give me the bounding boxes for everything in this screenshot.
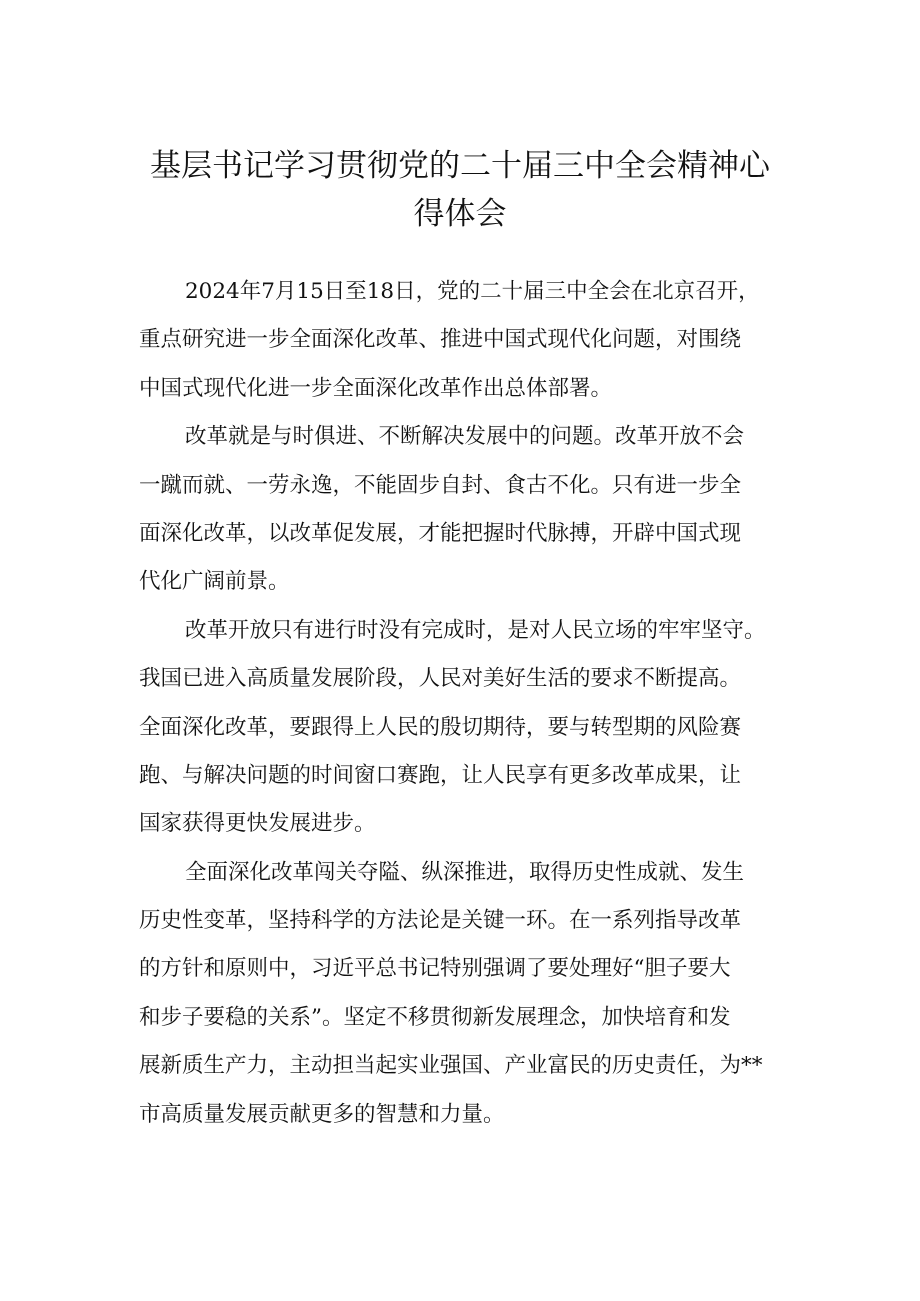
title-line: 基层书记学习贯彻党的二十届三中全会精神心 (150, 148, 770, 184)
paragraph-line: 改革就是与时俱进、不断解决发展中的问题。改革开放不会 (185, 424, 745, 450)
paragraph-line: 中国式现代化进一步全面深化改革作出总体部署。 (139, 375, 613, 401)
paragraph-line: 市高质量发展贡献更多的智慧和力量。 (139, 1101, 505, 1127)
paragraph-line: 全面深化改革，要跟得上人民的殷切期待，要与转型期的风险赛 (139, 714, 742, 740)
paragraph-line: 面深化改革，以改革促发展，才能把握时代脉搏，开辟中国式现 (139, 520, 742, 546)
document-body (139, 268, 799, 1139)
paragraph-line: 代化广阔前景。 (139, 569, 290, 595)
paragraph-2 (139, 413, 799, 607)
paragraph-line: 国家获得更快发展进步。 (139, 811, 376, 837)
paragraph-line: 重点研究进一步全面深化改革、推进中国式现代化问题，对围绕 (139, 327, 742, 353)
paragraph-line: 和步子要稳的关系”。坚定不移贯彻新发展理念，加快培育和发 (139, 1004, 731, 1030)
paragraph-line: 历史性变革，坚持科学的方法论是关键一环。在一系列指导改革 (139, 908, 742, 934)
paragraph-line: 全面深化改革闯关夺隘、纵深推进，取得历史性成就、发生 (185, 859, 745, 885)
paragraph-line: 2024年7月15日至18日，党的二十届三中全会在北京召开， (185, 279, 760, 304)
paragraph-line: 展新质生产力，主动担当起实业强国、产业富民的历史责任，为** (139, 1053, 763, 1079)
paragraph-line: 跑、与解决问题的时间窗口赛跑，让人民享有更多改革成果，让 (139, 762, 742, 788)
document-title (120, 142, 800, 238)
paragraph-line: 一蹴而就、一劳永逸，不能固步自封、食古不化。只有进一步全 (139, 472, 742, 498)
paragraph-line: 改革开放只有进行时没有完成时，是对人民立场的牢牢坚守。 (185, 617, 766, 643)
paragraph-4 (139, 849, 799, 1139)
paragraph-line: 的方针和原则中，习近平总书记特别强调了要处理好“胆子要大 (139, 956, 731, 982)
paragraph-1 (139, 268, 799, 413)
paragraph-3 (139, 607, 799, 849)
paragraph-line: 我国已进入高质量发展阶段，人民对美好生活的要求不断提高。 (139, 666, 742, 692)
title-line: 得体会 (413, 196, 507, 232)
